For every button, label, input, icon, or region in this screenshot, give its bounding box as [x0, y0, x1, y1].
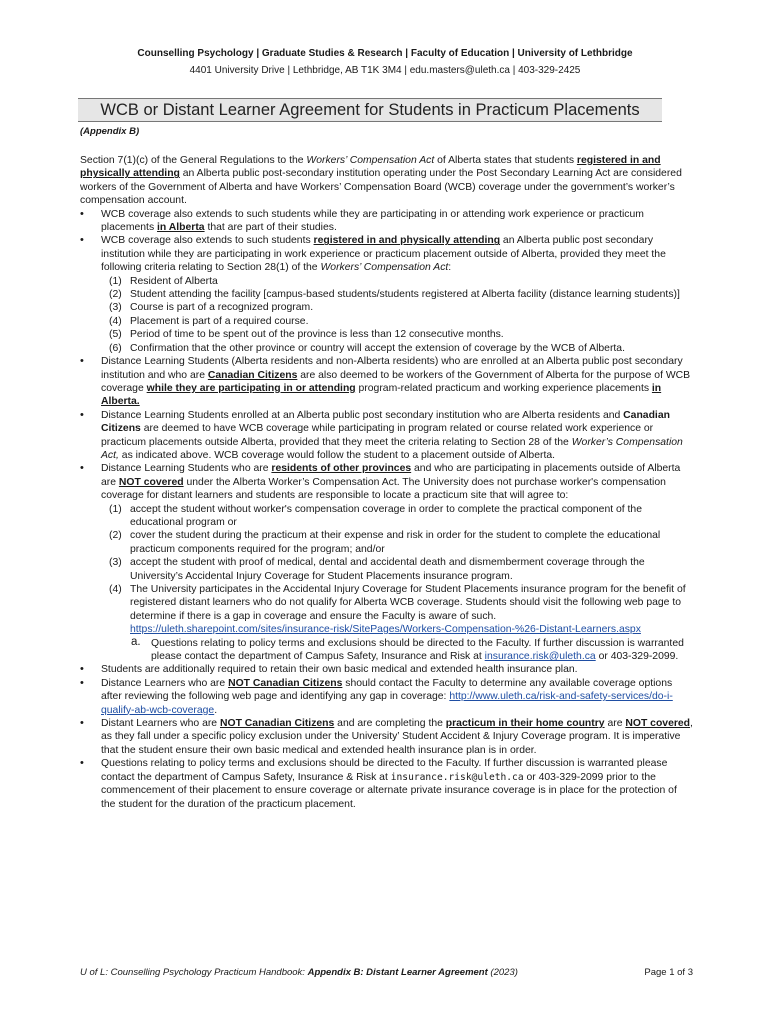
b1-text-2: that are part of their studies.: [204, 222, 337, 234]
bullet-item-5: [80, 462, 694, 663]
b2-text-2: an Alberta public post secondary institution while they are participating in work experience or practicum placement outside of Alberta, provided they meet the following criteria relating to Section 28(1) of the: [101, 235, 666, 274]
b8-text-4: , as they fall under a specific policy exclusion under the University’ Student Accident & Injury Coverage program. It is imperative that the student ensure their own basic medical and extended health insurance plan is in order.: [101, 718, 693, 756]
criteria-number: (2): [109, 289, 122, 301]
wcb-coverage-link[interactable]: http://www.uleth.ca/risk-and-safety-services/do-i-qualify-ab-wcb-coverage: [101, 691, 673, 716]
criteria-text: Course is part of a recognized program.: [130, 302, 314, 314]
insurance-page-link[interactable]: https://uleth.sharepoint.com/sites/insurance-risk/SitePages/Workers-Compensation-%26-Distant-Learners.aspx: [130, 624, 641, 636]
b9-text-2: or 403-329-2099 prior to the commencement of their placement to ensure coverage or alternate private insurance coverage is in place for the protection of the student for the duration of the practicum placement.: [101, 771, 677, 810]
criteria-item: [109, 342, 694, 355]
b7-text-3: .: [214, 704, 218, 716]
agreement-item: [109, 556, 694, 583]
bullet-item-3: [80, 355, 694, 409]
b3-text-3: program-related practicum and working experience placements: [355, 382, 652, 394]
criteria-item: [109, 315, 694, 328]
agreement-text: accept the student with proof of medical, dental and accidental death and dismemberment coverage through the University’s Accidental Injury Coverage for Student Placements insurance program.: [130, 557, 645, 582]
insurance-email-link[interactable]: insurance.risk@uleth.ca: [484, 651, 596, 663]
b5-text-2: and who are participating in placements outside of Alberta are: [101, 463, 681, 488]
agreement-number: (3): [109, 557, 122, 569]
criteria-text: Placement is part of a required course.: [130, 315, 309, 327]
b8-emphasis-3: NOT covered: [625, 718, 691, 730]
agreement-number: (4): [109, 584, 122, 595]
criteria-number: (4): [109, 315, 122, 327]
criteria-item: [109, 328, 694, 341]
criteria-text: Resident of Alberta: [130, 275, 218, 287]
bullet-item-4: [80, 409, 694, 463]
criteria-list: [101, 275, 694, 355]
criteria-item: [109, 275, 694, 288]
b5-emphasis-2: NOT covered: [118, 476, 184, 488]
b7-text-1: Distance Learners who are: [101, 677, 229, 689]
bullet-item-8: [80, 717, 694, 757]
b3-text-1: Distance Learning Students (Alberta residents and non-Alberta residents) who are enrolled at an Alberta public post secondary institution and who are: [101, 356, 683, 381]
footer-handbook-title: U of L: Counselling Psychology Practicum Handbook:: [80, 967, 308, 978]
b7-text-2: should contact the Faculty to determine any available coverage options after reviewing the following web page and identifying any gap in coverage:: [101, 677, 673, 703]
b8-text-2: and are completing the: [334, 718, 446, 730]
sub-item-label: a.: [131, 635, 141, 648]
criteria-item: [109, 301, 694, 314]
b8-text-1: Distant Learners who are: [101, 718, 220, 730]
sub-item-text: Questions relating to policy terms and exclusions should be directed to the Faculty. If further discussion is warranted please contact the department of Campus Safety, Insurance and Risk at: [151, 637, 684, 663]
agreement-text: cover the student during the practicum at their expense and risk in order for the student to complete the educational practicum components required for the program; and/or: [130, 530, 661, 555]
b1-emphasis: in Alberta: [157, 222, 205, 234]
criteria-number: (6): [109, 342, 122, 354]
agreement-number: (1): [109, 503, 122, 515]
b2-act-name: Workers’ Compensation Act: [320, 262, 449, 274]
criteria-text: Student attending the facility [campus-based students/students registered at Alberta facility (distance learning students)]: [130, 289, 680, 301]
b4-text-2: are deemed to have WCB coverage while participating in program related or course related work experience or practicum placements outside Alberta, provided that they meet the criteria relating to Section 28 of the: [101, 423, 654, 448]
bullet-item-2: [80, 234, 694, 355]
b1-text-1: WCB coverage also extends to such students while they are participating in or attending work experience or practicum placements: [101, 208, 644, 234]
b5-text-3: under the Alberta Worker’s Compensation Act. The University does not purchase worker's compensation coverage for distant learners and students are responsible to locate a practicum site that will agree to:: [101, 476, 666, 502]
agreement-number: (2): [109, 530, 122, 542]
agreement-item: [109, 583, 694, 637]
sub-item-a: [101, 637, 694, 664]
b8-text-3: are: [604, 718, 626, 730]
intro-text-2: of Alberta states that students: [434, 155, 577, 166]
sub-item-tail: or 403-329-2099.: [595, 651, 679, 663]
intro-text-3: an Alberta public post-secondary institution operating under the Post Secondary Learning Act are considered workers of the Government of Alberta and have Workers’ Compensation Board (WCB) coverage under the government’s worker’s compensation account.: [80, 168, 682, 207]
site-agreement-list: [101, 503, 694, 637]
bullet-item-7: [80, 677, 694, 717]
b3-emphasis-1: Canadian Citizens: [207, 369, 298, 381]
b3-emphasis-2: while they are participating in or attending: [146, 382, 356, 394]
intro-emphasis: registered in and physically attending: [80, 155, 661, 180]
b5-text-1: Distance Learning Students who are: [101, 463, 272, 475]
b4-text-1: Distance Learning Students enrolled at an Alberta public post secondary institution who are Alberta residents and: [101, 409, 624, 421]
criteria-number: (5): [109, 329, 122, 341]
b3-emphasis-3: in Alberta.: [101, 382, 662, 408]
b2-text-1: WCB coverage also extends to such students: [101, 235, 314, 247]
b5-emphasis-1: residents of other provinces: [271, 463, 412, 475]
intro-text-1: Section 7(1)(c) of the General Regulations to the: [80, 155, 307, 166]
header-line-2: 4401 University Drive | Lethbridge, AB T1K 3M4 | edu.masters@uleth.ca | 403-329-2425: [189, 65, 581, 76]
header-line-1: Counselling Psychology | Graduate Studies & Research | Faculty of Education | University of Lethbridge: [137, 48, 633, 59]
bullet-item-1: [80, 208, 694, 235]
b2-emphasis: registered in and physically attending: [313, 235, 501, 247]
criteria-number: (3): [109, 302, 122, 314]
agreement-item: [109, 529, 694, 556]
b8-emphasis-2: practicum in their home country: [445, 718, 605, 730]
criteria-number: (1): [109, 275, 122, 287]
document-body: [80, 154, 694, 811]
b9-email: insurance.risk@uleth.ca: [390, 771, 524, 783]
b6-text: Students are additionally required to retain their own basic medical and extended health insurance plan.: [101, 664, 578, 676]
page-number: Page 1 of 3: [644, 967, 693, 978]
footer-year: (2023): [487, 967, 518, 978]
appendix-label: (Appendix B): [80, 126, 140, 137]
bullet-item-9: [80, 757, 694, 811]
page-title: WCB or Distant Learner Agreement for Students in Practicum Placements: [78, 98, 662, 122]
b7-emphasis: NOT Canadian Citizens: [228, 677, 343, 689]
criteria-item: [109, 288, 694, 301]
agreement-text: accept the student without worker's compensation coverage in order to complete the practical component of the educational program or: [130, 503, 642, 528]
b3-text-2: are also deemed to be workers of the Government of Alberta for the purpose of WCB coverage: [101, 369, 691, 394]
b8-emphasis-1: NOT Canadian Citizens: [219, 718, 335, 730]
b4-text-3: as indicated above. WCB coverage would follow the student to a placement outside of Alberta.: [118, 449, 555, 461]
intro-act-name: Workers’ Compensation Act: [306, 155, 435, 166]
bullet-item-6: [80, 663, 694, 676]
bullet-list: [80, 208, 694, 811]
criteria-text: Confirmation that the other province or country will accept the extension of coverage by the WCB of Alberta.: [130, 342, 625, 354]
criteria-text: Period of time to be spent out of the province is less than 12 consecutive months.: [130, 329, 504, 341]
footer-appendix-title: Appendix B: Distant Learner Agreement: [307, 967, 488, 978]
b4-act-name: Worker’s Compensation Act,: [101, 436, 683, 461]
intro-paragraph: [80, 154, 694, 208]
agreement-item: [109, 503, 694, 530]
page-footer: [80, 967, 693, 978]
b9-text-1: Questions relating to policy terms and exclusions should be directed to the Faculty. If further discussion is warranted please contact the department of Campus Safety, Insurance & Risk at: [101, 758, 668, 783]
b2-text-3: :: [448, 262, 452, 274]
agreement-text: The University participates in the Accidental Injury Coverage for Student Placements insurance program for the benefit of registered distant learners who do not qualify for Alberta WCB coverage. Students should visit the following web page to determine if there is a gap in coverage and ensure the Faculty is aware of such.: [130, 584, 686, 622]
b4-bold: Canadian Citizens: [101, 409, 670, 435]
